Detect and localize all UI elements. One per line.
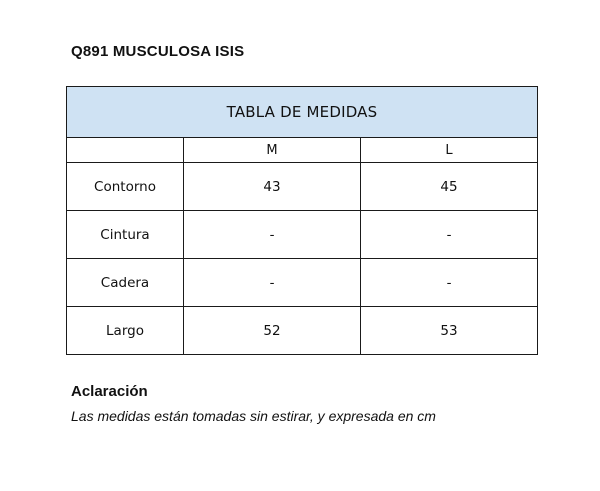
table-row bbox=[67, 163, 538, 211]
cell-cadera-m: - bbox=[184, 259, 361, 307]
column-header-empty bbox=[67, 138, 184, 163]
cell-contorno-l: 45 bbox=[361, 163, 538, 211]
table-row bbox=[67, 307, 538, 355]
table-header: TABLA DE MEDIDAS bbox=[67, 87, 538, 138]
note-title: Aclaración bbox=[71, 383, 148, 400]
product-title: Q891 MUSCULOSA ISIS bbox=[71, 43, 245, 60]
row-label-contorno: Contorno bbox=[67, 163, 184, 211]
cell-cintura-m: - bbox=[184, 211, 361, 259]
row-label-largo: Largo bbox=[67, 307, 184, 355]
table-row bbox=[67, 259, 538, 307]
column-header-l: L bbox=[361, 138, 538, 163]
row-label-cintura: Cintura bbox=[67, 211, 184, 259]
size-table bbox=[66, 86, 538, 355]
cell-cadera-l: - bbox=[361, 259, 538, 307]
column-header-m: M bbox=[184, 138, 361, 163]
cell-cintura-l: - bbox=[361, 211, 538, 259]
row-label-cadera: Cadera bbox=[67, 259, 184, 307]
cell-largo-m: 52 bbox=[184, 307, 361, 355]
column-header-row bbox=[67, 138, 538, 163]
table-header-row bbox=[67, 87, 538, 138]
cell-contorno-m: 43 bbox=[184, 163, 361, 211]
note-text: Las medidas están tomadas sin estirar, y expresada en cm bbox=[71, 408, 436, 424]
table-row bbox=[67, 211, 538, 259]
cell-largo-l: 53 bbox=[361, 307, 538, 355]
